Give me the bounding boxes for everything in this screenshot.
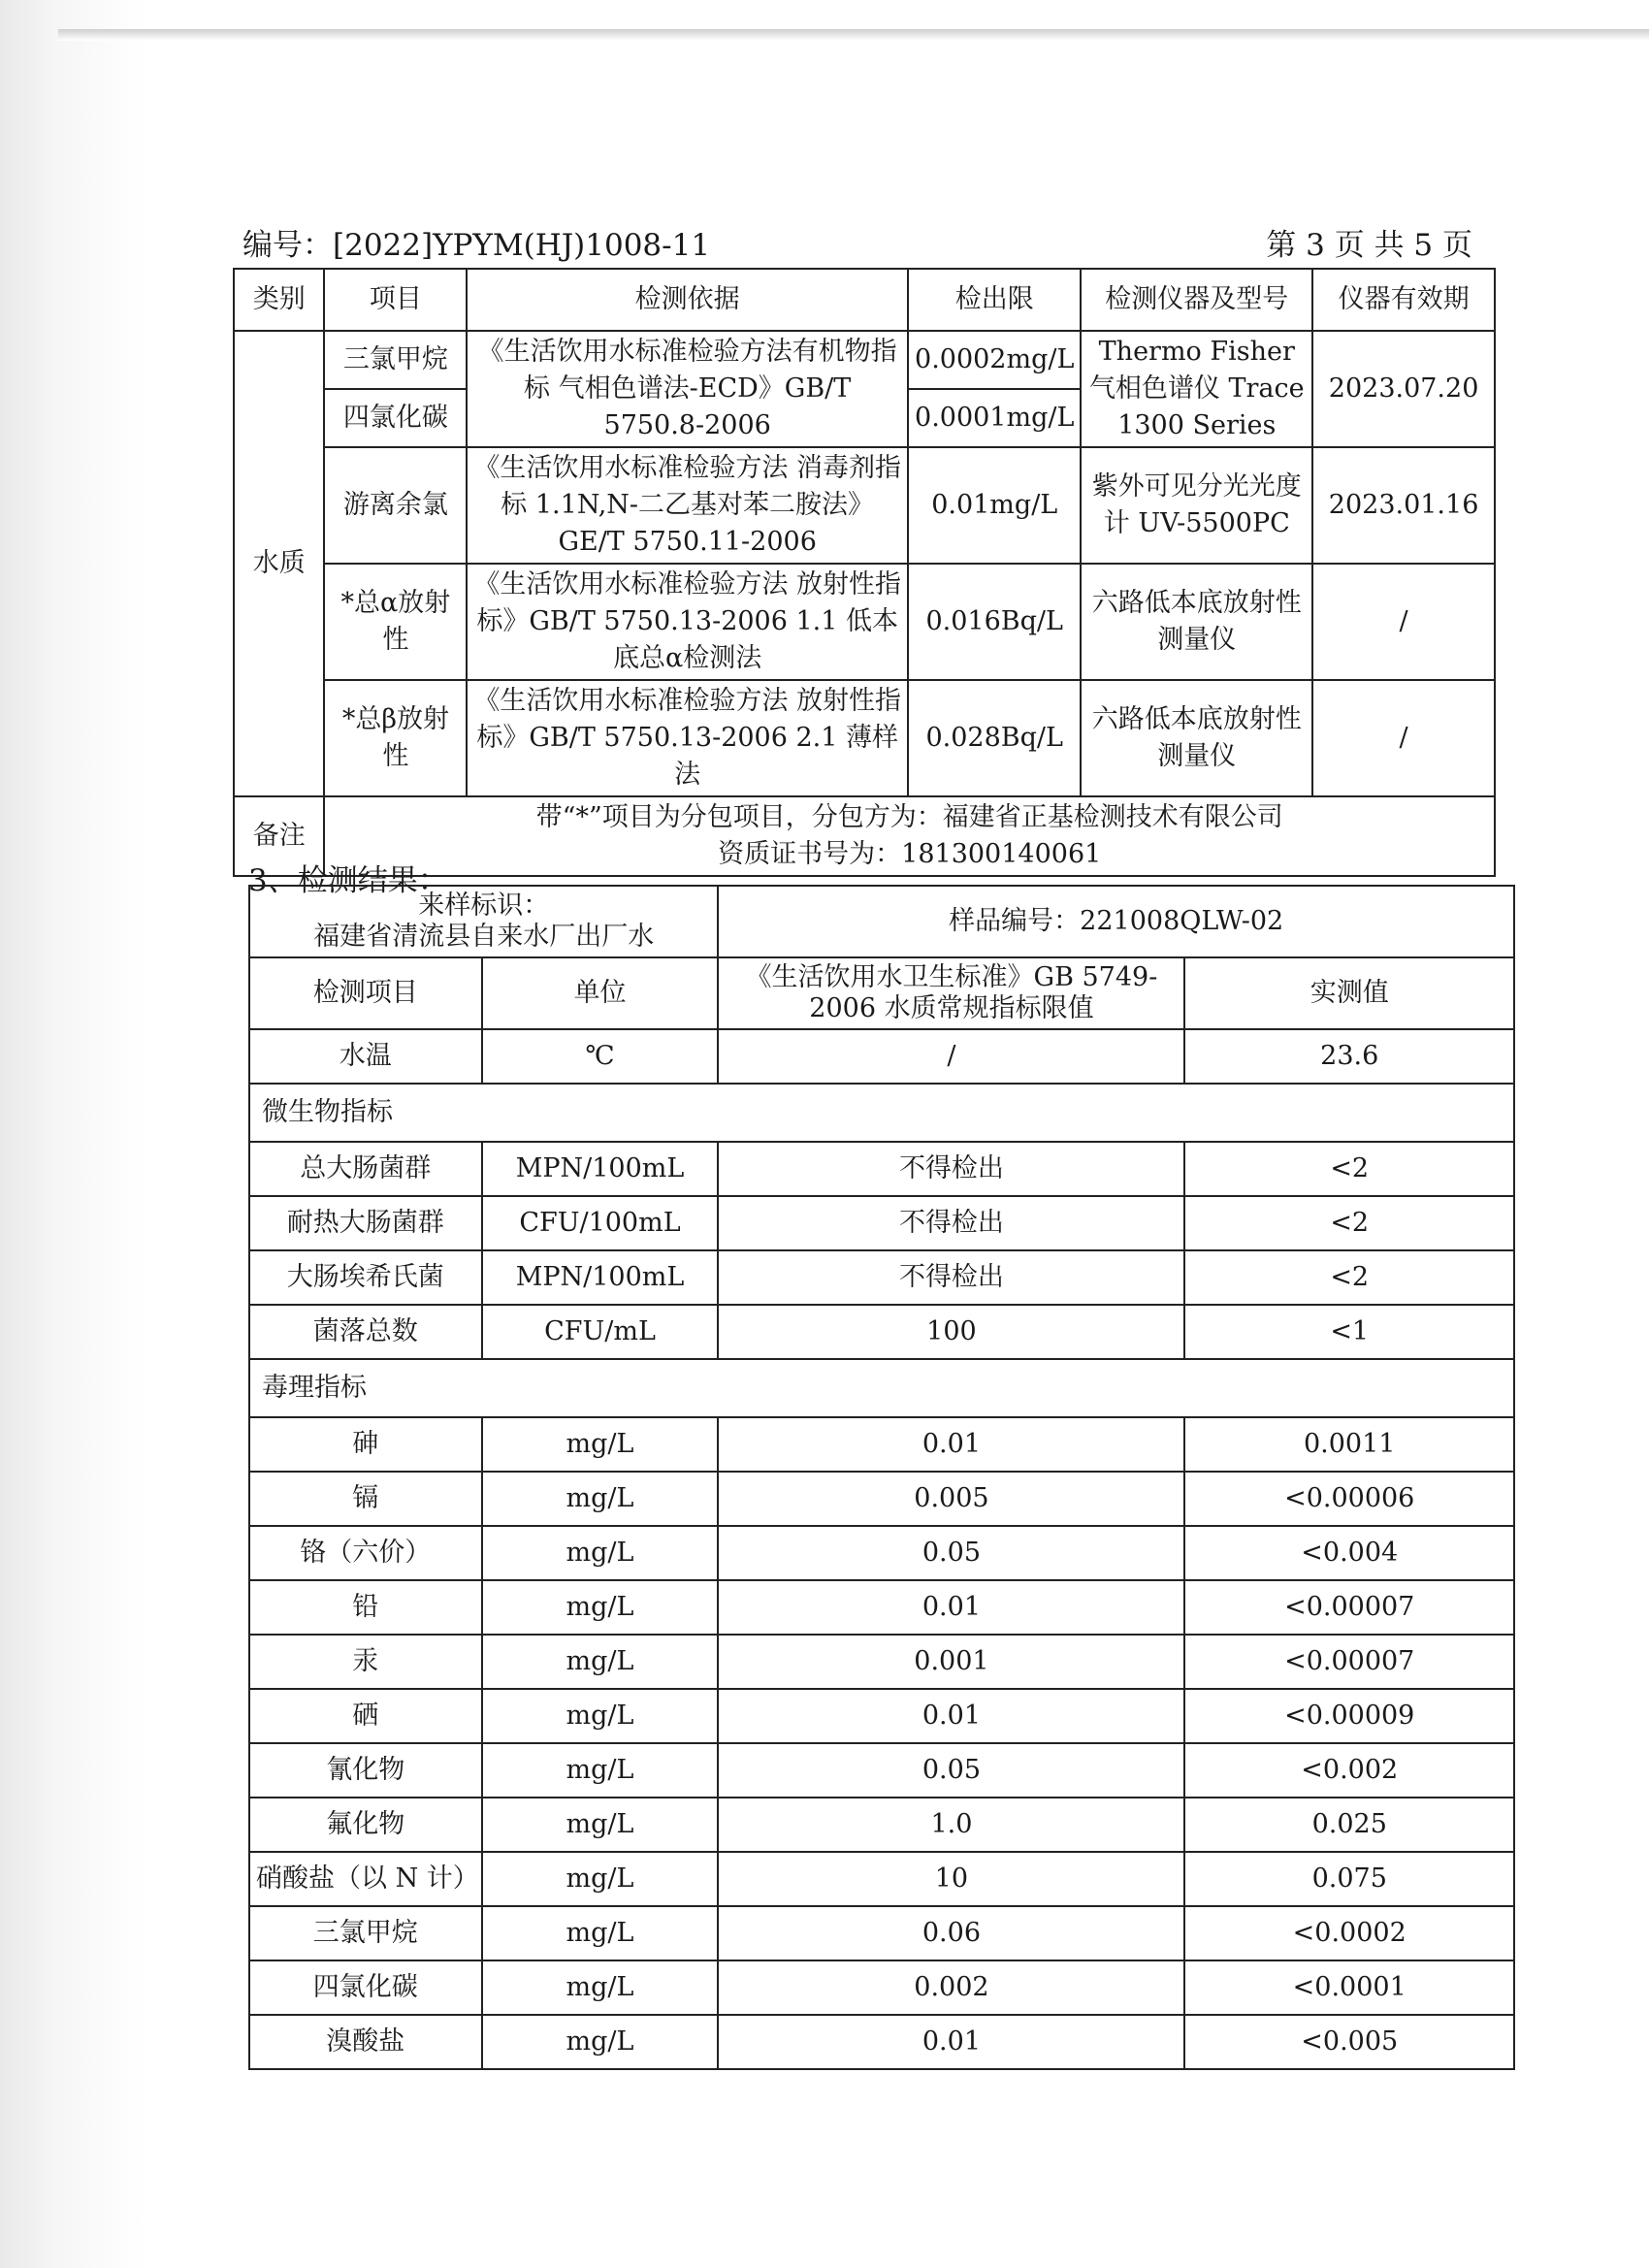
col-basis: 检测依据 — [467, 269, 908, 331]
limit-cell: 0.01mg/L — [908, 447, 1081, 564]
col-category: 类别 — [234, 269, 324, 331]
limit-cell: 0.016Bq/L — [908, 564, 1081, 680]
unit-cell: mg/L — [482, 1417, 719, 1472]
value-cell: <0.0001 — [1184, 1960, 1514, 2015]
table-row — [249, 1960, 1514, 2015]
table-row — [249, 2015, 1514, 2069]
item-cell: 四氯化碳 — [324, 389, 467, 447]
value-cell: <0.004 — [1184, 1526, 1514, 1580]
limit-cell: 0.005 — [718, 1472, 1184, 1526]
limit-cell: 0.002 — [718, 1960, 1184, 2015]
value-cell: <0.00006 — [1184, 1472, 1514, 1526]
method-header-row — [234, 269, 1495, 331]
value-cell: <0.0002 — [1184, 1906, 1514, 1960]
instrument-cell: 紫外可见分光光度计 UV-5500PC — [1081, 447, 1312, 564]
table-row — [249, 1029, 1514, 1084]
col-limit: 检出限 — [908, 269, 1081, 331]
scan-edge-shadow — [0, 0, 146, 2268]
limit-cell: 0.0002mg/L — [908, 331, 1081, 389]
item-cell: 砷 — [249, 1417, 482, 1472]
limit-cell: 不得检出 — [718, 1142, 1184, 1196]
limit-cell: 0.05 — [718, 1743, 1184, 1798]
method-table — [233, 268, 1496, 877]
item-cell: 耐热大肠菌群 — [249, 1196, 482, 1250]
unit-cell: mg/L — [482, 1906, 719, 1960]
item-cell: *总β放射性 — [324, 680, 467, 796]
value-cell: <1 — [1184, 1305, 1514, 1359]
tox-rows — [249, 1417, 1514, 2069]
unit-cell: mg/L — [482, 2015, 719, 2069]
tox-group-title: 毒理指标 — [249, 1359, 1514, 1417]
col-measured: 实测值 — [1184, 957, 1514, 1029]
table-row — [249, 1526, 1514, 1580]
value-cell: 0.025 — [1184, 1798, 1514, 1852]
item-cell: 氰化物 — [249, 1743, 482, 1798]
remark-label: 备注 — [234, 796, 324, 876]
remark-line-2: 资质证书号为：181300140061 — [718, 839, 1102, 869]
basis-cell: 《生活饮用水标准检验方法 消毒剂指标 1.1N,N-二乙基对苯二胺法》GE/T 5750.11-2006 — [467, 447, 908, 564]
value-cell: <0.002 — [1184, 1743, 1514, 1798]
limit-cell: 0.01 — [718, 1417, 1184, 1472]
value-cell: <0.00007 — [1184, 1635, 1514, 1689]
item-cell: 游离余氯 — [324, 447, 467, 564]
group-row-micro — [249, 1084, 1514, 1142]
unit-cell: mg/L — [482, 1580, 719, 1635]
table-row — [249, 1472, 1514, 1526]
basis-cell: 《生活饮用水标准检验方法 放射性指标》GB/T 5750.13-2006 1.1 低本底总α检测法 — [467, 564, 908, 680]
item-cell: 三氯甲烷 — [249, 1906, 482, 1960]
limit-cell: 10 — [718, 1852, 1184, 1906]
item-cell: 镉 — [249, 1472, 482, 1526]
table-row — [249, 1906, 1514, 1960]
limit-cell: 0.05 — [718, 1526, 1184, 1580]
table-row — [249, 1635, 1514, 1689]
group-row-tox — [249, 1359, 1514, 1417]
table-row — [249, 1417, 1514, 1472]
value-cell: <0.00009 — [1184, 1689, 1514, 1743]
validity-cell: / — [1312, 680, 1495, 796]
instrument-cell: 六路低本底放射性测量仪 — [1081, 680, 1312, 796]
method-row — [234, 564, 1495, 680]
unit-cell: mg/L — [482, 1635, 719, 1689]
table-row — [249, 1852, 1514, 1906]
col-unit: 单位 — [482, 957, 719, 1029]
limit-cell: 0.028Bq/L — [908, 680, 1081, 796]
table-row — [249, 1580, 1514, 1635]
limit-cell: 100 — [718, 1305, 1184, 1359]
item-cell: 氟化物 — [249, 1798, 482, 1852]
basis-cell: 《生活饮用水标准检验方法有机物指标 气相色谱法-ECD》GB/T 5750.8-2006 — [467, 331, 908, 447]
unit-cell: mg/L — [482, 1798, 719, 1852]
limit-cell: 0.0001mg/L — [908, 389, 1081, 447]
scan-top-edge — [58, 29, 1649, 41]
method-row — [234, 447, 1495, 564]
table-row — [249, 1142, 1514, 1196]
unit-cell: CFU/100mL — [482, 1196, 719, 1250]
limit-cell: 1.0 — [718, 1798, 1184, 1852]
col-test-item: 检测项目 — [249, 957, 482, 1029]
col-instrument: 检测仪器及型号 — [1081, 269, 1312, 331]
results-table — [248, 885, 1515, 2070]
table-row — [249, 1689, 1514, 1743]
method-row — [234, 680, 1495, 796]
value-cell: <2 — [1184, 1250, 1514, 1305]
limit-cell: 0.01 — [718, 1580, 1184, 1635]
page-number: 第 3 页 共 5 页 — [1266, 228, 1472, 263]
limit-cell: 0.001 — [718, 1635, 1184, 1689]
value-cell: 0.0011 — [1184, 1417, 1514, 1472]
validity-cell: 2023.01.16 — [1312, 447, 1495, 564]
item-cell: 三氯甲烷 — [324, 331, 467, 389]
basis-cell: 《生活饮用水标准检验方法 放射性指标》GB/T 5750.13-2006 2.1 薄样法 — [467, 680, 908, 796]
item-cell: 铅 — [249, 1580, 482, 1635]
remark-text — [324, 796, 1495, 876]
sample-label: 来样标识： — [418, 891, 550, 921]
table-row — [249, 1305, 1514, 1359]
item-cell: 四氯化碳 — [249, 1960, 482, 2015]
results-section-title: 3、检测结果： — [248, 863, 448, 898]
limit-cell: 0.06 — [718, 1906, 1184, 1960]
remark-line-1: 带“*”项目为分包项目，分包方为：福建省正基检测技术有限公司 — [535, 802, 1283, 832]
table-row — [249, 1196, 1514, 1250]
item-cell: *总α放射性 — [324, 564, 467, 680]
value-cell: 23.6 — [1184, 1029, 1514, 1084]
item-cell: 溴酸盐 — [249, 2015, 482, 2069]
sample-source: 福建省清流县自来水厂出厂水 — [313, 922, 655, 952]
unit-cell: MPN/100mL — [482, 1250, 719, 1305]
sample-number: 样品编号：221008QLW-02 — [718, 886, 1514, 957]
unit-cell: mg/L — [482, 1852, 719, 1906]
unit-cell: mg/L — [482, 1472, 719, 1526]
unit-cell: ℃ — [482, 1029, 719, 1084]
table-row — [249, 1798, 1514, 1852]
validity-cell: 2023.07.20 — [1312, 331, 1495, 447]
sample-id-cell — [249, 886, 718, 957]
micro-group-title: 微生物指标 — [249, 1084, 1514, 1142]
validity-cell: / — [1312, 564, 1495, 680]
sample-row — [249, 886, 1514, 957]
col-validity: 仪器有效期 — [1312, 269, 1495, 331]
col-standard-limit: 《生活饮用水卫生标准》GB 5749-2006 水质常规指标限值 — [718, 957, 1184, 1029]
instrument-cell: 六路低本底放射性测量仪 — [1081, 564, 1312, 680]
method-row — [234, 331, 1495, 389]
limit-cell: 不得检出 — [718, 1250, 1184, 1305]
value-cell: <2 — [1184, 1196, 1514, 1250]
value-cell: 0.075 — [1184, 1852, 1514, 1906]
limit-cell: 0.01 — [718, 1689, 1184, 1743]
item-cell: 硒 — [249, 1689, 482, 1743]
item-cell: 水温 — [249, 1029, 482, 1084]
item-cell: 大肠埃希氏菌 — [249, 1250, 482, 1305]
unit-cell: mg/L — [482, 1960, 719, 2015]
item-cell: 总大肠菌群 — [249, 1142, 482, 1196]
unit-cell: mg/L — [482, 1526, 719, 1580]
item-cell: 硝酸盐（以 N 计） — [249, 1852, 482, 1906]
micro-rows — [249, 1142, 1514, 1359]
col-item: 项目 — [324, 269, 467, 331]
limit-cell: 0.01 — [718, 2015, 1184, 2069]
unit-cell: CFU/mL — [482, 1305, 719, 1359]
results-header-row — [249, 957, 1514, 1029]
value-cell: <0.005 — [1184, 2015, 1514, 2069]
value-cell: <2 — [1184, 1142, 1514, 1196]
item-cell: 汞 — [249, 1635, 482, 1689]
instrument-cell: Thermo Fisher气相色谱仪 Trace 1300 Series — [1081, 331, 1312, 447]
item-cell: 铬（六价） — [249, 1526, 482, 1580]
table-row — [249, 1743, 1514, 1798]
value-cell: <0.00007 — [1184, 1580, 1514, 1635]
document-number: 编号：[2022]YPYM(HJ)1008-11 — [242, 228, 711, 263]
unit-cell: MPN/100mL — [482, 1142, 719, 1196]
table-row — [249, 1250, 1514, 1305]
unit-cell: mg/L — [482, 1743, 719, 1798]
unit-cell: mg/L — [482, 1689, 719, 1743]
category-cell: 水质 — [234, 331, 324, 796]
limit-cell: / — [718, 1029, 1184, 1084]
limit-cell: 不得检出 — [718, 1196, 1184, 1250]
item-cell: 菌落总数 — [249, 1305, 482, 1359]
